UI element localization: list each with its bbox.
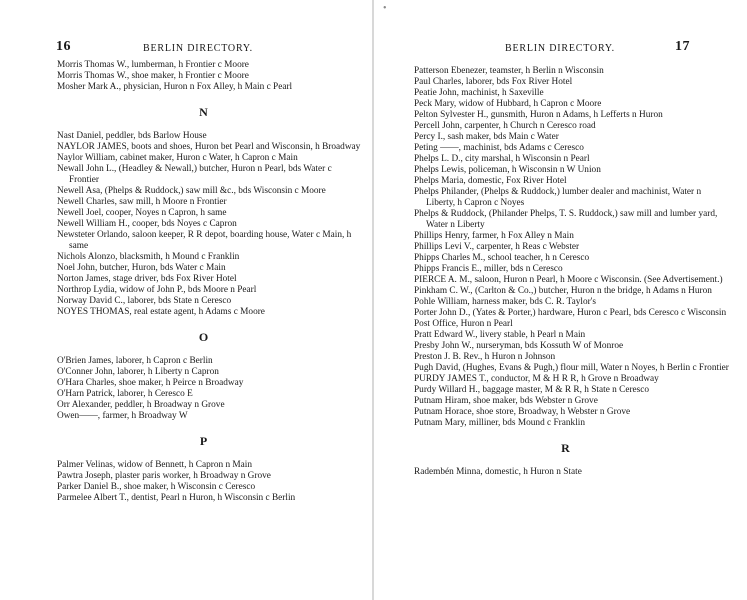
directory-entry: Preston J. B. Rev., h Huron n Johnson [414, 352, 556, 362]
directory-entry: Mosher Mark A., physician, Huron n Fox Alley, h Main c Pearl [57, 82, 293, 92]
page-header: BERLIN DIRECTORY. [143, 43, 253, 54]
directory-entry: Percell John, carpenter, h Church n Ceresco road [414, 121, 596, 131]
directory-entry: Phelps Maria, domestic, Fox River Hotel [414, 176, 567, 186]
directory-entry: O'Conner John, laborer, h Liberty n Capron [57, 367, 219, 377]
directory-entry: PURDY JAMES T., conductor, M & H R R, h Grove n Broadway [414, 374, 659, 384]
directory-entry: Noel John, butcher, Huron, bds Water c Main [57, 263, 226, 273]
entry-list [414, 66, 729, 478]
directory-entry: Purdy Willard H., baggage master, M & R R, h State n Ceresco [414, 385, 650, 395]
directory-entry: Putnam Hiram, shoe maker, bds Webster n Grove [414, 396, 598, 406]
directory-entry: Pohle William, harness maker, bds C. R. Taylor's [414, 297, 596, 307]
center-mark: • [383, 3, 387, 14]
directory-entry: Norton James, stage driver, bds Fox River Hotel [57, 274, 237, 284]
section-letter: R [561, 441, 570, 455]
section-spacer [414, 455, 729, 467]
directory-entry: Phelps Lewis, policeman, h Wisconsin n W Union [414, 165, 601, 175]
section-letter: P [199, 434, 208, 448]
page-header: BERLIN DIRECTORY. [505, 43, 615, 54]
directory-entry: PIERCE A. M., saloon, Huron n Pearl, h Moore c Wisconsin. (See Advertisement.) [414, 275, 723, 285]
page-number: 16 [56, 39, 71, 54]
directory-entry: Northrop Lydia, widow of John P., bds Moore n Pearl [57, 285, 257, 295]
directory-entry: Post Office, Huron n Pearl [414, 319, 513, 329]
directory-entry: Peting ——, machinist, bds Adams c Ceresco [414, 143, 584, 153]
directory-entry: Phelps & Ruddock, (Philander Phelps, T. S. Ruddock,) saw mill and lumber yard, Water n Liberty [414, 209, 718, 230]
section-spacer [57, 422, 362, 434]
directory-entry: Newsteter Orlando, saloon keeper, R R depot, boarding house, Water c Main, h same [57, 230, 352, 251]
directory-entry: Newell Charles, saw mill, h Moore n Frontier [57, 197, 227, 207]
directory-entry: Patterson Ebenezer, teamster, h Berlin n Wisconsin [414, 66, 604, 76]
directory-entry: Naylor William, cabinet maker, Huron c Water, h Capron c Main [57, 153, 298, 163]
directory-entry: Pratt Edward W., livery stable, h Pearl n Main [414, 330, 586, 340]
directory-entry: Pinkham C. W., (Carlton & Co.,) butcher, Huron n the bridge, h Adams n Huron [414, 286, 712, 296]
directory-entry: Phipps Charles M., school teacher, h n Ceresco [414, 253, 590, 263]
directory-entry: Putnam Mary, milliner, bds Mound c Franklin [414, 418, 586, 428]
directory-entry: O'Brien James, laborer, h Capron c Berlin [57, 356, 213, 366]
left-page [0, 0, 373, 600]
section-letter: O [198, 330, 209, 344]
directory-entry: Owen——, farmer, h Broadway W [57, 411, 188, 421]
directory-entry: Pawtra Joseph, plaster paris worker, h Broadway n Grove [57, 471, 271, 481]
directory-entry: Norway David C., laborer, bds State n Ceresco [57, 296, 232, 306]
directory-entry: Paul Charles, laborer, bds Fox River Hotel [414, 77, 573, 87]
directory-entry: NOYES THOMAS, real estate agent, h Adams c Moore [57, 307, 265, 317]
directory-entry: Radembén Minna, domestic, h Huron n State [414, 467, 582, 477]
section-spacer [414, 429, 729, 441]
section-spacer [57, 318, 362, 330]
directory-entry: Peatie John, machinist, h Saxeville [414, 88, 544, 98]
directory-entry: Phillips Henry, farmer, h Fox Alley n Main [414, 231, 574, 241]
directory-entry: Phipps Francis E., miller, bds n Ceresco [414, 264, 563, 274]
directory-entry: Phillips Levi V., carpenter, h Reas c Webster [414, 242, 580, 252]
page-number: 17 [675, 39, 690, 54]
directory-entry: Pugh David, (Hughes, Evans & Pugh,) flour mill, Water n Noyes, h Berlin c Frontier [414, 363, 729, 373]
directory-entry: O'Harn Patrick, laborer, h Ceresco E [57, 389, 193, 399]
right-page [374, 0, 747, 600]
directory-entry: Palmer Velinas, widow of Bennett, h Capron n Main [57, 460, 253, 470]
directory-entry: NAYLOR JAMES, boots and shoes, Huron bet Pearl and Wisconsin, h Broadway [57, 142, 361, 152]
entry-list [57, 60, 362, 504]
directory-entry: Newall John L., (Headley & Newall,) butcher, Huron n Pearl, bds Water c Frontier [57, 164, 332, 185]
section-spacer [57, 344, 362, 356]
directory-entry: O'Hara Charles, shoe maker, h Peirce n Broadway [57, 378, 244, 388]
directory-entry: Newell Asa, (Phelps & Ruddock,) saw mill &c., bds Wisconsin c Moore [57, 186, 326, 196]
directory-entry: Pelton Sylvester H., gunsmith, Huron n Adams, h Lefferts n Huron [414, 110, 663, 120]
section-spacer [57, 93, 362, 105]
directory-entry: Parmelee Albert T., dentist, Pearl n Huron, h Wisconsin c Berlin [57, 493, 296, 503]
directory-entry: Orr Alexander, peddler, h Broadway n Grove [57, 400, 225, 410]
directory-entry: Nast Daniel, peddler, bds Barlow House [57, 131, 207, 141]
directory-entry: Percy I., sash maker, bds Main c Water [414, 132, 559, 142]
section-letter: N [199, 105, 208, 119]
section-spacer [57, 119, 362, 131]
directory-entry: Nichols Alonzo, blacksmith, h Mound c Franklin [57, 252, 240, 262]
directory-entry: Putnam Horace, shoe store, Broadway, h Webster n Grove [414, 407, 631, 417]
section-spacer [57, 448, 362, 460]
directory-entry: Parker Daniel B., shoe maker, h Wisconsin c Ceresco [57, 482, 256, 492]
directory-entry: Phelps L. D., city marshal, h Wisconsin n Pearl [414, 154, 590, 164]
directory-entry: Porter John D., (Yates & Porter,) hardware, Huron c Pearl, bds Ceresco c Wisconsin [414, 308, 727, 318]
directory-entry: Morris Thomas W., shoe maker, h Frontier c Moore [57, 71, 249, 81]
directory-entry: Phelps Philander, (Phelps & Ruddock,) lumber dealer and machinist, Water n Liberty, h Capron c Noyes [414, 187, 702, 208]
directory-entry: Newell William H., cooper, bds Noyes c Capron [57, 219, 237, 229]
directory-entry: Newell Joel, cooper, Noyes n Capron, h same [57, 208, 227, 218]
directory-entry: Morris Thomas W., lumberman, h Frontier c Moore [57, 60, 249, 70]
directory-entry: Peck Mary, widow of Hubbard, h Capron c Moore [414, 99, 602, 109]
directory-entry: Presby John W., nurseryman, bds Kossuth W of Monroe [414, 341, 624, 351]
